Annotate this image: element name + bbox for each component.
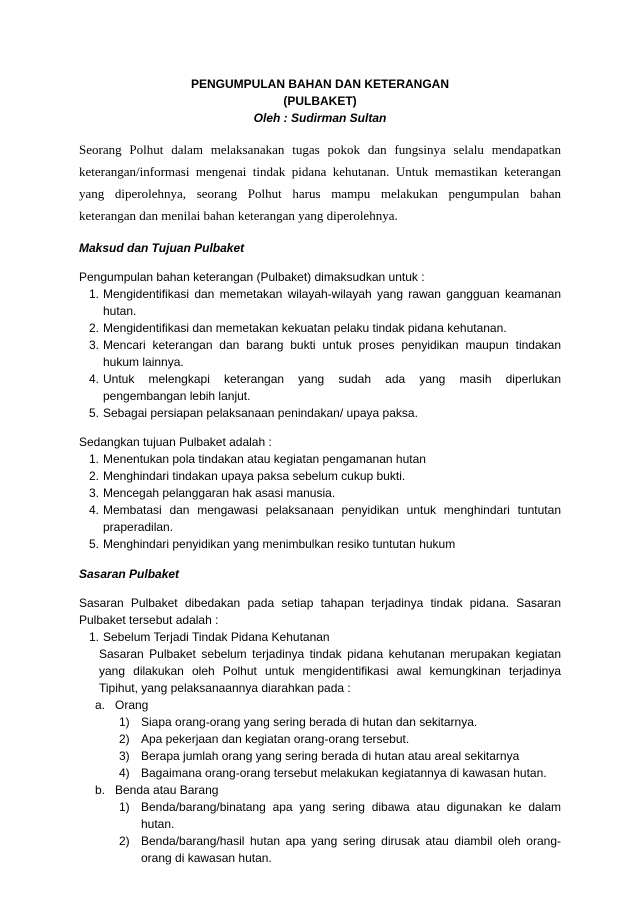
- sub-sub-number: 4): [119, 766, 130, 780]
- list-number: 5.: [88, 406, 99, 420]
- list-number: 3.: [88, 486, 99, 500]
- list-item: [79, 337, 561, 371]
- list-number: 5.: [88, 537, 99, 551]
- section-heading-sasaran: Sasaran Pulbaket: [79, 567, 180, 581]
- list-text: Menghindari penyidikan yang menimbulkan resiko tuntutan hukum: [103, 537, 456, 551]
- list-number: 3.: [88, 338, 99, 352]
- list-number: 4.: [88, 503, 99, 517]
- document-author: Oleh : Sudirman Sultan: [253, 111, 387, 125]
- list-number: 4.: [88, 372, 99, 386]
- sub-sub-text: Apa pekerjaan dan kegiatan orang-orang tersebut.: [141, 732, 410, 746]
- sub-sub-item: [79, 765, 561, 782]
- list-item: [79, 485, 561, 502]
- list-text: Mencari keterangan dan barang bukti untuk proses penyidikan maupun tindakan hukum lainnya.: [103, 338, 561, 369]
- sub-sub-number: 1): [119, 800, 130, 814]
- sub-label: Orang: [115, 698, 149, 712]
- sasaran-item1-description: Sasaran Pulbaket sebelum terjadinya tindak pidana kehutanan merupakan kegiatan yang dilakukan oleh Polhut untuk mengidentifikasi awal kemungkinan terjadinya Tipihut, yang pelaksanaannya diarahkan pada :: [99, 647, 561, 695]
- list-text: Untuk melengkapi keterangan yang sudah ada yang masih diperlukan pengembangan lebih lanjut.: [103, 372, 561, 403]
- sub-sub-number: 1): [119, 715, 130, 729]
- list-item: [79, 286, 561, 320]
- list-number: 1.: [88, 630, 99, 644]
- sub-letter: b.: [95, 783, 106, 797]
- sub-sub-number: 3): [119, 749, 130, 763]
- sub-item-a: [79, 697, 561, 714]
- list-number: 2.: [88, 321, 99, 335]
- list-item: [79, 536, 561, 553]
- sub-sub-text: Siapa orang-orang yang sering berada di hutan dan sekitarnya.: [141, 715, 478, 729]
- sub-sub-number: 2): [119, 834, 130, 848]
- list-item: [79, 468, 561, 485]
- list-item: [79, 320, 561, 337]
- sub-letter: a.: [95, 698, 106, 712]
- sub-sub-number: 2): [119, 732, 130, 746]
- tujuan-intro: Sedangkan tujuan Pulbaket adalah :: [79, 435, 272, 449]
- sub-sub-text: Bagaimana orang-orang tersebut melakukan kegiatannya di kawasan hutan.: [141, 766, 547, 780]
- list-item: [79, 405, 561, 422]
- maksud-list: [79, 286, 561, 422]
- sub-sub-item: [79, 833, 561, 867]
- list-text: Mengidentifikasi dan memetakan kekuatan pelaku tindak pidana kehutanan.: [103, 321, 507, 335]
- sub-label: Benda atau Barang: [115, 783, 219, 797]
- list-text: Mengidentifikasi dan memetakan wilayah-wilayah yang rawan gangguan keamanan hutan.: [103, 287, 561, 318]
- list-text: Membatasi dan mengawasi pelaksanaan penyidikan untuk menghindari tuntutan praperadilan.: [103, 503, 561, 534]
- sub-sub-item: [79, 799, 561, 833]
- section-heading-maksud: Maksud dan Tujuan Pulbaket: [79, 241, 245, 255]
- list-number: 1.: [88, 287, 99, 301]
- list-text: Menentukan pola tindakan atau kegiatan pengamanan hutan: [103, 452, 426, 466]
- document-title-line2: (PULBAKET): [283, 94, 357, 108]
- list-number: 2.: [88, 469, 99, 483]
- sub-item-b: [79, 782, 561, 799]
- list-text: Sebelum Terjadi Tindak Pidana Kehutanan: [103, 630, 330, 644]
- document-page: [79, 72, 561, 867]
- list-item: [79, 502, 561, 536]
- list-text: Sebagai persiapan pelaksanaan penindakan/ upaya paksa.: [103, 406, 418, 420]
- list-item: [79, 371, 561, 405]
- list-item: [79, 451, 561, 468]
- list-number: 1.: [88, 452, 99, 466]
- sub-sub-item: [79, 714, 561, 731]
- list-text: Mencegah pelanggaran hak asasi manusia.: [103, 486, 336, 500]
- sub-sub-text: Benda/barang/binatang apa yang sering dibawa atau digunakan ke dalam hutan.: [141, 800, 561, 831]
- sasaran-intro: Sasaran Pulbaket dibedakan pada setiap tahapan terjadinya tindak pidana. Sasaran Pulbaket tersebut adalah :: [79, 596, 561, 627]
- list-item: [79, 629, 561, 646]
- list-text: Menghindari tindakan upaya paksa sebelum cukup bukti.: [103, 469, 406, 483]
- document-title-line1: PENGUMPULAN BAHAN DAN KETERANGAN: [191, 77, 449, 91]
- maksud-intro: Pengumpulan bahan keterangan (Pulbaket) dimaksudkan untuk :: [79, 270, 425, 284]
- sub-sub-text: Berapa jumlah orang yang sering berada di hutan atau areal sekitarnya: [141, 749, 520, 763]
- sub-sub-item: [79, 731, 561, 748]
- intro-paragraph: Seorang Polhut dalam melaksanakan tugas pokok dan fungsinya selalu mendapatkan keterangan/informasi mengenai tindak pidana kehutanan. Untuk memastikan keterangan yang diperolehnya, seorang Polhut harus mampu melakukan pengumpulan bahan keterangan dan menilai bahan keterangan yang diperolehnya.: [79, 142, 561, 223]
- tujuan-list: [79, 451, 561, 553]
- sub-sub-item: [79, 748, 561, 765]
- sub-sub-text: Benda/barang/hasil hutan apa yang sering dirusak atau diambil oleh orang-orang di kawasan hutan.: [141, 834, 561, 865]
